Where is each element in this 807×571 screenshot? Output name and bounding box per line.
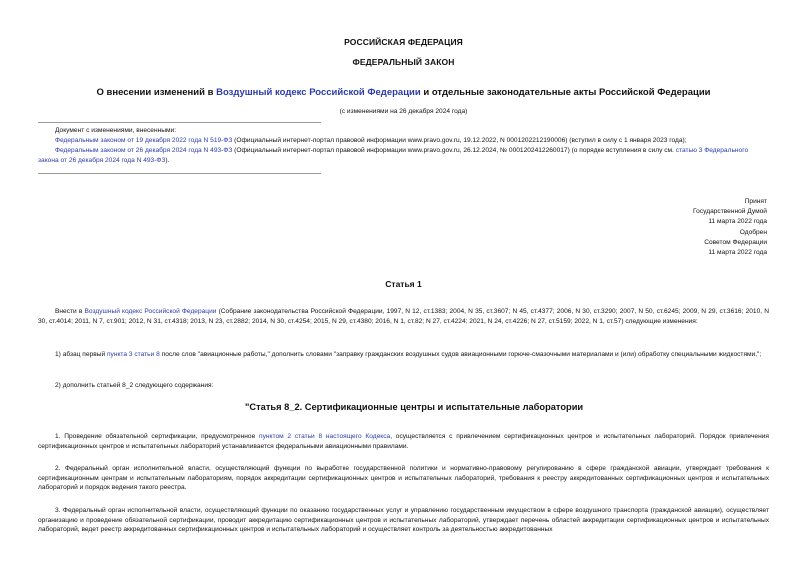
article-8-point-2-link[interactable]: пунктом 2 статьи 8 настоящего Кодекса xyxy=(259,433,391,440)
article-1-paragraph-1: Внести в Воздушный кодекс Российской Федерации (Собрание законодательства Российской Федерации, 1997, N 12, ст.1383; 2004, N 35, ст.3607; N 45, ст.4377; 2006, N 30, ст.3290; 2007, N 50, ст.6245; 2009, N 29, ст.3616; 2010, N 30, ст.4014; 2011, N 7, ст.901; 2012, N 31, ст.4318; 2013, N 23, ст.2882; 2014, N 30, ст.4254; 2015, N 29, ст.4380; 2016, N 1, ст.82; N 27, ст.4224; 2021, N 24, ст.4226; N 27, ст.5159; 2022, N 1, ст.57) следующие изменения: xyxy=(38,308,769,325)
article-1-paragraph-2: 1) абзац первый пункта 3 статьи 8 после слов "авиационные работы," дополнить словами "заправку гражданских воздушных судов авиационными горюче-смазочными материалами и (или) обработку специальными жидкостями,"; xyxy=(55,351,762,358)
changes-item-2: Федеральным законом от 26 декабря 2024 года N 493-ФЗ (Официальный интернет-портал правовой информации www.pravo.gov.ru, 26.12.2024, № 0001202412260017) (о порядке вступления в силу см. статью 3 Федерального закона от 26 декабря 2024 года N 493-ФЗ). xyxy=(38,147,749,164)
law-type-heading: ФЕДЕРАЛЬНЫЙ ЗАКОН xyxy=(352,57,455,67)
edition-note: (с изменениями на 26 декабря 2024 года) xyxy=(339,108,468,115)
country-heading: РОССИЙСКАЯ ФЕДЕРАЦИЯ xyxy=(344,37,463,47)
article-8-2-paragraph-2: 2. Федеральный орган исполнительной власти, осуществляющий функции по выработке государственной политики и нормативно-правовому регулированию в сфере гражданской авиации, утверждает требования к сертификационным центрам и испытательным лабораториям, порядок аккредитации сертификационных центров и испытательных лабораторий, требования к реестру аккредитованных сертификационных центров и испытательных лабораторий и порядок ведения такого реестра. xyxy=(38,465,769,492)
changes-item-1: Федеральным законом от 19 декабря 2022 года N 519-ФЗ (Официальный интернет-портал правовой информации www.pravo.gov.ru, 19.12.2022, N 0001202212190006) (вступил в силу с 1 января 2023 года); xyxy=(55,137,687,144)
title-code-link[interactable]: Воздушный кодекс Российской Федерации xyxy=(216,87,421,98)
title-prefix: О внесении изменений в xyxy=(96,87,217,98)
air-code-link[interactable]: Воздушный кодекс Российской Федерации xyxy=(84,308,217,315)
amendment-link-493[interactable]: Федеральным законом от 26 декабря 2024 года N 493-ФЗ xyxy=(55,147,233,154)
adoption-block: Принят Государственной Думой 11 марта 2022 года Одобрен Советом Федерации 11 марта 2022 года xyxy=(693,198,767,257)
article-8-2-paragraph-3: 3. Федеральный орган исполнительной власти, осуществляющий функции по оказанию государственных услуг и управлению государственным имуществом в сфере воздушного транспорта (гражданской авиации), осуществляет организацию и проведение обязательной сертификации, проводит аккредитацию сертификационных центров и испытательных лабораторий, утверждает перечень областей аккредитации сертификационных центров и испытательных лабораторий, ведет реестр аккредитованных сертификационных центров и испытательных лабораторий и осуществляет контроль за деятельностью аккредитованных xyxy=(38,507,769,534)
article-8-2-paragraph-1: 1. Проведение обязательной сертификации, предусмотренное пунктом 2 статьи 8 настоящего Кодекса, осуществляется с привлечением сертификационных центров и испытательных лабораторий. Порядок привлечения сертификационных центров и испытательных лабораторий устанавливается федеральными авиационными правилами. xyxy=(38,433,769,450)
amendment-link-519[interactable]: Федеральным законом от 19 декабря 2022 года N 519-ФЗ xyxy=(55,137,233,144)
article-1-heading: Статья 1 xyxy=(385,279,422,289)
changes-intro: Документ с изменениями, внесенными: xyxy=(55,127,177,134)
document-title xyxy=(0,87,807,98)
title-suffix: и отдельные законодательные акты Российской Федерации xyxy=(420,87,711,98)
article3-link-493[interactable]: статью 3 Федерального закона от 26 декабря 2024 года N 493-ФЗ xyxy=(38,147,749,164)
article-8-point-3-link[interactable]: пункта 3 статьи 8 xyxy=(106,351,160,358)
bottom-divider xyxy=(38,173,321,174)
article-8-2-heading: "Статья 8_2. Сертификационные центры и испытательные лаборатории xyxy=(245,402,584,412)
top-divider xyxy=(38,122,321,123)
article-1-paragraph-3: 2) дополнить статьей 8_2 следующего содержания: xyxy=(55,382,214,389)
